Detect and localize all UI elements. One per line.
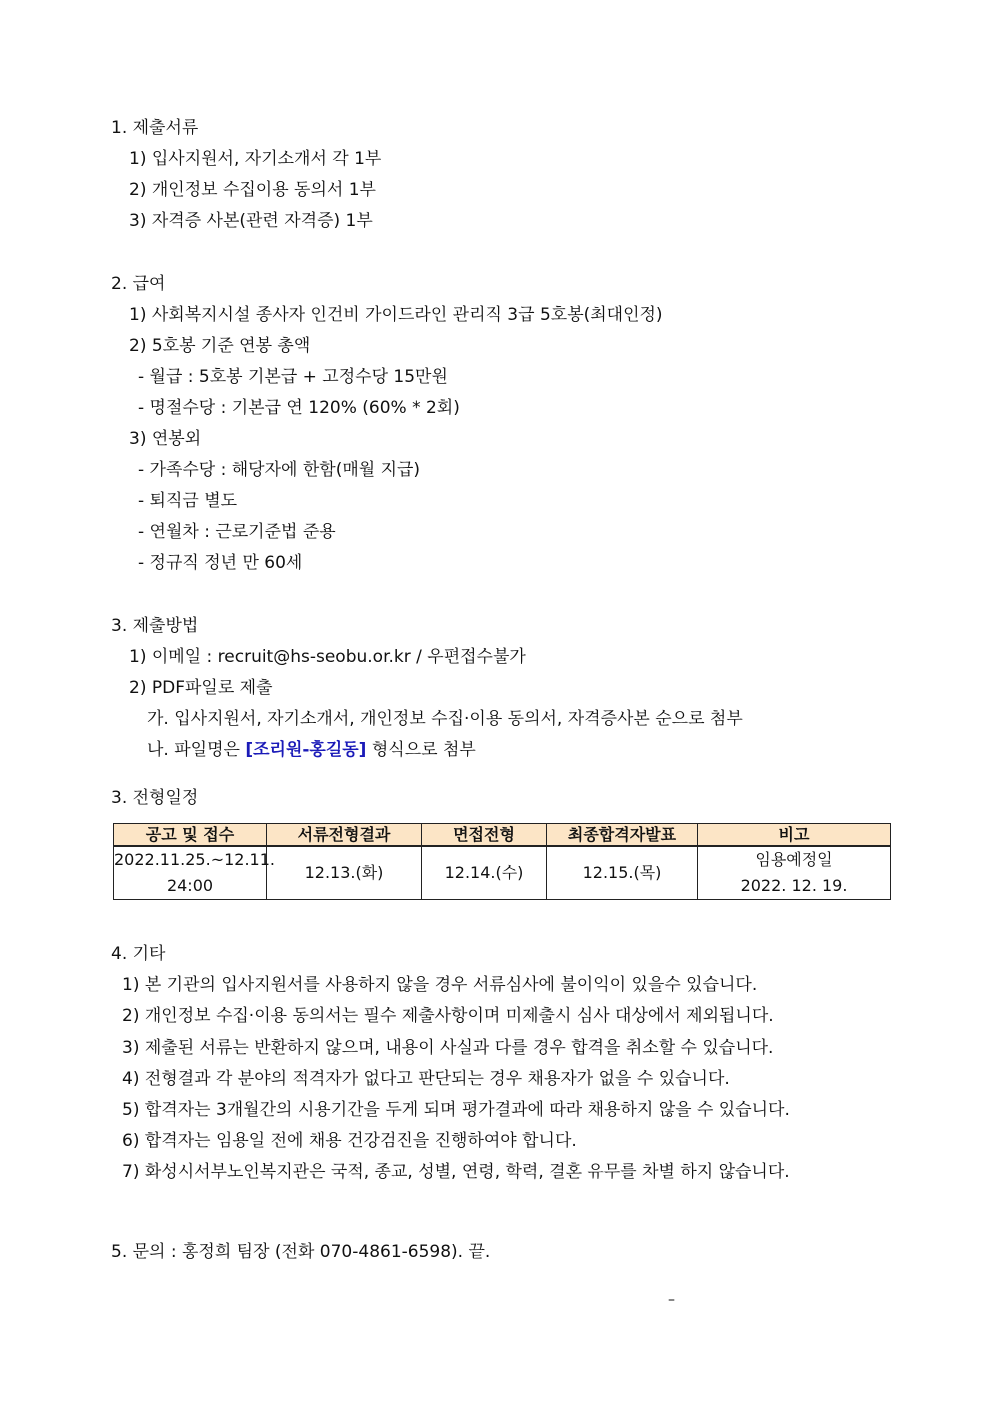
list-item: 3) 자격증 사본(관련 자격증) 1부 bbox=[129, 211, 373, 231]
filename-prefix: 나. 파일명은 bbox=[147, 740, 246, 760]
column-header: 최종합격자발표 bbox=[547, 824, 698, 847]
column-header: 면접전형 bbox=[422, 824, 547, 847]
table-header-row bbox=[114, 824, 891, 847]
list-item: 3) 연봉외 bbox=[129, 429, 202, 449]
schedule-heading: 3. 전형일정 bbox=[111, 788, 199, 808]
page-end-mark: – bbox=[668, 1292, 675, 1308]
section-4-heading: 4. 기타 bbox=[111, 944, 166, 964]
list-item: 1) 본 기관의 입사지원서를 사용하지 않을 경우 서류심사에 불이익이 있을수 있습니다. bbox=[122, 975, 758, 995]
list-item: 3) 제출된 서류는 반환하지 않으며, 내용이 사실과 다를 경우 합격을 취소할 수 있습니다. bbox=[122, 1038, 774, 1058]
schedule-table bbox=[113, 823, 891, 900]
reception-period-cell bbox=[114, 846, 275, 900]
sub-list-item: - 명절수당 : 기본급 연 120% (60% * 2회) bbox=[138, 398, 460, 418]
table-row bbox=[114, 846, 891, 900]
list-item: 2) 개인정보 수집·이용 동의서는 필수 제출사항이며 미제출시 심사 대상에서 제외됩니다. bbox=[122, 1006, 774, 1026]
list-item: 2) PDF파일로 제출 bbox=[129, 678, 273, 698]
column-header: 비고 bbox=[698, 824, 891, 847]
filename-suffix: 형식으로 첨부 bbox=[366, 740, 476, 760]
sub-list-item: - 가족수당 : 해당자에 한함(매월 지급) bbox=[138, 460, 421, 480]
sub-list-item-filename bbox=[147, 738, 476, 762]
document-result-cell: 12.13.(화) bbox=[267, 846, 422, 900]
sub-list-item: - 연월차 : 근로기준법 준용 bbox=[138, 522, 336, 542]
list-item: 1) 입사지원서, 자기소개서 각 1부 bbox=[129, 149, 382, 169]
list-item: 2) 5호봉 기준 연봉 총액 bbox=[129, 336, 311, 356]
sub-list-item: 가. 입사지원서, 자기소개서, 개인정보 수집·이용 동의서, 자격증사본 순으로 첨부 bbox=[147, 709, 743, 729]
sub-list-item: - 퇴직금 별도 bbox=[138, 491, 238, 511]
contact-line: 5. 문의 : 홍정희 팀장 (전화 070-4861-6598). 끝. bbox=[111, 1242, 491, 1262]
list-item: 7) 화성시서부노인복지관은 국적, 종교, 성별, 연령, 학력, 결혼 유무를 차별 하지 않습니다. bbox=[122, 1162, 790, 1182]
reception-end-time: 24:00 bbox=[166, 876, 214, 895]
list-item: 5) 합격자는 3개월간의 시용기간을 두게 되며 평가결과에 따라 채용하지 않을 수 있습니다. bbox=[122, 1100, 790, 1120]
appointment-date: 2022. 12. 19. bbox=[740, 876, 848, 895]
note-cell bbox=[698, 846, 891, 900]
list-item: 1) 이메일 : recruit@hs-seobu.or.kr / 우편접수불가 bbox=[129, 647, 526, 667]
sub-list-item: - 정규직 정년 만 60세 bbox=[138, 553, 303, 573]
final-announcement-cell: 12.15.(목) bbox=[547, 846, 698, 900]
section-1-heading: 1. 제출서류 bbox=[111, 118, 199, 138]
sub-list-item: - 월급 : 5호봉 기본급 + 고정수당 15만원 bbox=[138, 367, 448, 387]
section-3-heading: 3. 제출방법 bbox=[111, 616, 199, 636]
list-item: 2) 개인정보 수집이용 동의서 1부 bbox=[129, 180, 376, 200]
list-item: 4) 전형결과 각 분야의 적격자가 없다고 판단되는 경우 채용자가 없을 수 있습니다. bbox=[122, 1069, 730, 1089]
list-item: 6) 합격자는 임용일 전에 채용 건강검진을 진행하여야 합니다. bbox=[122, 1131, 577, 1151]
column-header: 서류전형결과 bbox=[267, 824, 422, 847]
section-2-heading: 2. 급여 bbox=[111, 274, 166, 294]
interview-cell: 12.14.(수) bbox=[422, 846, 547, 900]
list-item: 1) 사회복지시설 종사자 인건비 가이드라인 관리직 3급 5호봉(최대인정) bbox=[129, 305, 663, 325]
filename-format-highlight: [조리원-홍길동] bbox=[245, 740, 367, 760]
column-header: 공고 및 접수 bbox=[114, 824, 267, 847]
reception-start: 2022.11.25.~12.11. bbox=[114, 850, 275, 869]
note-label: 임용예정일 bbox=[755, 850, 833, 869]
